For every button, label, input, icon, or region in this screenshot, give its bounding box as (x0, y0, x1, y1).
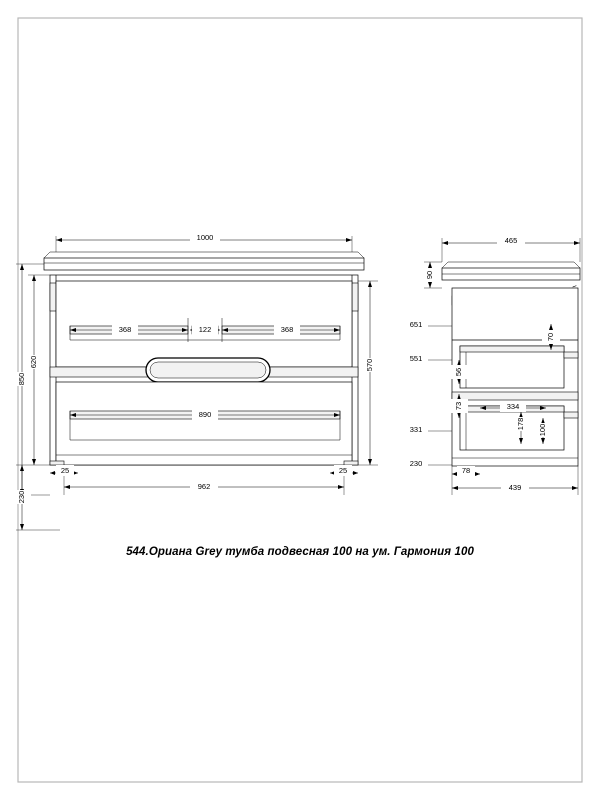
dim-620: 620 (28, 355, 38, 369)
arrow-850-a (20, 264, 24, 270)
dim-551: 551 (409, 353, 423, 363)
dim-331: 331 (409, 424, 423, 434)
arrow-78-a (452, 472, 457, 476)
arrow-1000-left (56, 238, 62, 242)
dim-25-left: 25 (60, 465, 70, 475)
arrow-620-a (32, 275, 36, 281)
dim-890: 890 (198, 409, 212, 419)
right-top-bracket (352, 283, 358, 311)
dim-439: 439 (508, 482, 522, 492)
dim-570: 570 (364, 358, 374, 372)
dim-100: 100 (537, 423, 547, 437)
dim-962: 962 (197, 481, 211, 491)
dim-850: 850 (16, 372, 26, 386)
left-top-bracket (50, 283, 56, 311)
arrow-230-a (20, 465, 24, 471)
side-upper-rail (564, 352, 578, 358)
handle-inner (150, 362, 266, 378)
side-upper-drawer-top (460, 346, 564, 352)
dim-230-side: 230 (409, 458, 423, 468)
arrow-78-b (475, 472, 480, 476)
countertop-bevel (44, 252, 364, 258)
arrow-1000-right (346, 238, 352, 242)
arrow-962-a (64, 485, 70, 489)
dim-465: 465 (504, 235, 518, 245)
arrow-25l-a (50, 471, 55, 475)
arrow-570-b (368, 459, 372, 465)
dim-368-left: 368 (118, 324, 132, 334)
dim-230: 230 (16, 490, 26, 504)
dim-1000: 1000 (196, 232, 214, 242)
arrow-439-a (452, 486, 458, 490)
dim-70: 70 (545, 332, 555, 342)
dim-56: 56 (453, 367, 463, 377)
arrow-90-b (428, 282, 432, 288)
dim-334: 334 (506, 401, 520, 411)
arrow-962-b (338, 485, 344, 489)
dim-25-right: 25 (338, 465, 348, 475)
dim-78: 78 (461, 465, 471, 475)
arrow-620-b (32, 459, 36, 465)
dim-90: 90 (424, 270, 434, 280)
dim-368-right: 368 (280, 324, 294, 334)
arrow-570-a (368, 281, 372, 287)
arrow-25r-b (353, 471, 358, 475)
front-view-group (13, 233, 379, 530)
bottom-drawer-front (56, 382, 352, 465)
left-foot (50, 461, 64, 465)
dim-73: 73 (453, 401, 463, 411)
dim-178: 178 (515, 417, 525, 431)
side-mid-divider (452, 392, 578, 400)
dim-651: 651 (409, 319, 423, 329)
drawing-title: 544.Ориана Grey тумба подвесная 100 на ум. Гармония 100 (126, 546, 474, 558)
right-foot (344, 461, 358, 465)
arrow-230-b (20, 524, 24, 530)
side-lower-rail (564, 412, 578, 418)
arrow-439-b (572, 486, 578, 490)
arrow-90-a (428, 262, 432, 268)
arrow-465-a (442, 241, 448, 245)
arrow-465-b (574, 241, 580, 245)
side-view-group (404, 236, 580, 495)
side-countertop-bevel (442, 262, 580, 268)
dim-122: 122 (198, 324, 212, 334)
countertop (44, 258, 364, 270)
